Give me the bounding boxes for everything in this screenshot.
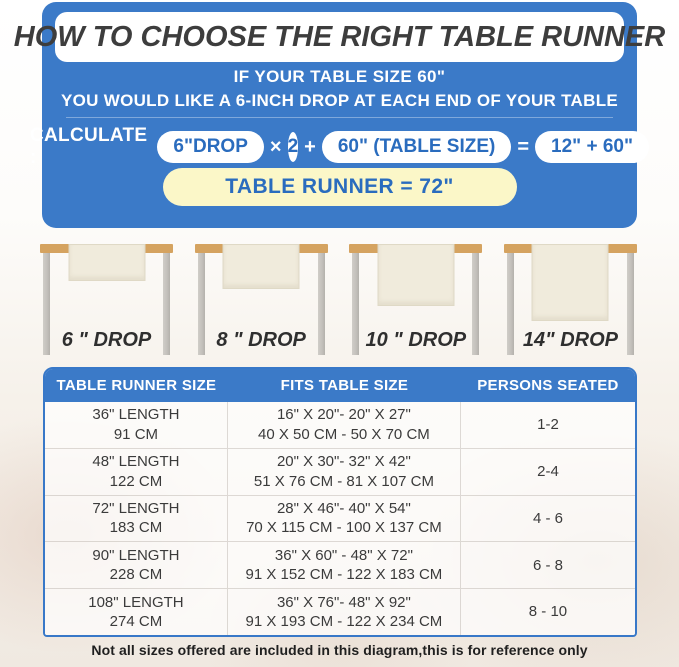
runner-size-cell	[45, 496, 228, 542]
runner-size-inches: 72" LENGTH	[92, 499, 180, 517]
table-figure-6-drop	[40, 232, 173, 358]
runner-size-cm: 274 CM	[109, 613, 163, 631]
sum-pill: 12" + 60"	[535, 131, 649, 163]
table-row	[45, 402, 635, 448]
multiplier-badge: 2	[288, 132, 299, 162]
table-size-pill: 60" (TABLE SIZE)	[322, 131, 512, 163]
runner-size-cell	[45, 402, 228, 448]
runner-size-inches: 108" LENGTH	[88, 593, 184, 611]
persons-cell: 8 - 10	[528, 603, 568, 621]
fits-size-cm: 91 X 152 CM - 122 X 183 CM	[245, 566, 443, 584]
runner-size-cm: 228 CM	[109, 566, 163, 584]
disclaimer-note: Not all sizes offered are included in this diagram,this is for reference only	[91, 642, 588, 658]
runner-6-drop	[68, 244, 145, 281]
runner-10-drop	[377, 244, 454, 306]
runner-size-cm: 122 CM	[109, 472, 163, 490]
runner-8-drop	[223, 244, 300, 289]
fits-size-cm: 70 X 115 CM - 100 X 137 CM	[246, 519, 442, 537]
drop-label-14: 14" DROP	[522, 329, 618, 351]
column-header-fits-size: FITS TABLE SIZE	[280, 377, 409, 394]
fits-size-cell	[228, 402, 461, 448]
size-reference-table	[43, 367, 637, 637]
fits-size-inches: 36" X 76"- 48" X 92"	[276, 593, 411, 611]
title-banner	[13, 12, 666, 62]
table-row	[45, 448, 635, 495]
formula-row	[30, 125, 637, 168]
runner-size-cell	[45, 589, 228, 635]
table-row	[45, 588, 635, 635]
runner-size-cell	[45, 542, 228, 588]
plus-sign: +	[304, 135, 316, 158]
table-row	[45, 495, 635, 542]
runner-14-drop	[532, 244, 609, 321]
intro-line-2: YOU WOULD LIKE A 6-INCH DROP AT EACH END OF YOUR TABLE	[60, 91, 619, 110]
runner-size-cm: 91 CM	[113, 425, 159, 443]
fits-size-cm: 51 X 76 CM - 81 X 107 CM	[253, 472, 434, 490]
divider	[66, 117, 613, 118]
fits-size-inches: 28" X 46"- 40" X 54"	[276, 499, 411, 517]
persons-cell: 2-4	[537, 462, 559, 480]
drop-label-10: 10 " DROP	[365, 329, 467, 351]
runner-size-cell	[45, 449, 228, 495]
fits-size-cm: 91 X 193 CM - 122 X 234 CM	[245, 613, 443, 631]
page-title: HOW TO CHOOSE THE RIGHT TABLE RUNNER	[13, 20, 666, 53]
fits-size-inches: 36" X 60" - 48" X 72"	[274, 546, 413, 564]
runner-size-cm: 183 CM	[109, 519, 163, 537]
table-header-row	[45, 369, 635, 402]
persons-cell: 6 - 8	[532, 556, 563, 574]
fits-size-cm: 40 X 50 CM - 50 X 70 CM	[258, 425, 430, 443]
drop-illustrations	[40, 232, 637, 358]
table-figure-8-drop	[195, 232, 328, 358]
table-row	[45, 541, 635, 588]
column-header-persons: PERSONS SEATED	[477, 377, 619, 394]
drop-label-6: 6 " DROP	[61, 329, 152, 351]
persons-cell: 4 - 6	[532, 509, 563, 527]
instruction-panel	[13, 2, 666, 228]
fits-size-cell	[228, 589, 461, 635]
table-figure-14-drop	[504, 232, 637, 358]
equals-sign: =	[517, 135, 530, 158]
fits-size-cell	[228, 542, 461, 588]
fits-size-inches: 16" X 20"- 20" X 27"	[276, 406, 411, 424]
runner-size-inches: 90" LENGTH	[92, 546, 180, 564]
runner-result-pill: TABLE RUNNER = 72"	[163, 168, 517, 206]
fits-size-inches: 20" X 30"- 32" X 42"	[276, 453, 411, 471]
fits-size-cell	[228, 449, 461, 495]
intro-line-1: IF YOUR TABLE SIZE 60"	[233, 67, 446, 86]
calculate-label: CALCULATE :	[30, 125, 148, 168]
persons-cell: 1-2	[537, 416, 559, 434]
drop-pill: 6"DROP	[157, 131, 263, 163]
drop-label-8: 8 " DROP	[216, 329, 306, 351]
runner-size-inches: 48" LENGTH	[92, 453, 180, 471]
table-body	[45, 402, 635, 635]
fits-size-cell	[228, 496, 461, 542]
table-figure-10-drop	[349, 232, 482, 358]
times-sign: ×	[269, 135, 282, 158]
column-header-runner-size: TABLE RUNNER SIZE	[56, 377, 217, 394]
runner-size-inches: 36" LENGTH	[92, 406, 180, 424]
